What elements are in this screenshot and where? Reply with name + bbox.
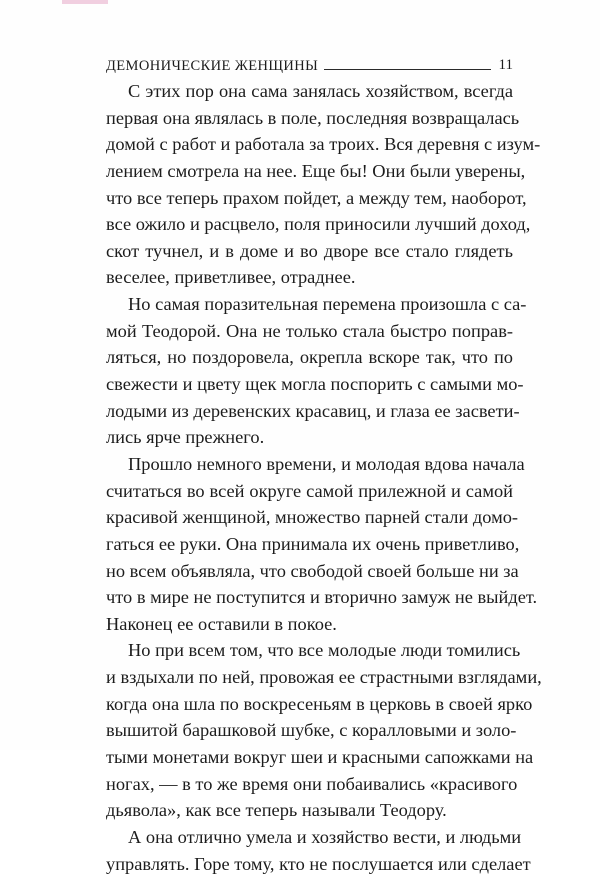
text-line: лодыми из деревенских красавиц, и глаза ее засвети- — [106, 400, 520, 421]
paragraph — [106, 451, 538, 637]
text-line: что все теперь прахом пойдет, а между тем, наоборот, — [106, 187, 527, 208]
text-line: С этих пор она сама занялась хозяйством, всегда — [128, 81, 513, 101]
paragraph — [106, 291, 527, 451]
text-line: А она отлично умела и хозяйство вести, и людьми — [128, 826, 522, 847]
text-line: и вздыхали по ней, провожая ее страстными взглядами, — [106, 667, 542, 688]
text-line: веселее, приветливее, отраднее. — [106, 267, 356, 288]
text-line: домой с работ и работала за троих. Вся деревня с изум- — [106, 134, 541, 155]
body-text — [106, 78, 542, 877]
text-line: Наконец ее оставили в покое. — [106, 613, 337, 634]
text-line: первая она являлась в поле, последняя возвращалась — [106, 107, 520, 128]
running-head-rule — [324, 69, 490, 70]
running-head — [106, 51, 513, 73]
text-line: тыми монетами вокруг шеи и красными сапожками на — [106, 747, 534, 768]
paragraph — [106, 78, 541, 291]
text-line: скот тучнел, и в доме и во дворе все стало глядеть — [106, 240, 513, 261]
text-line: гаться ее руки. Она принимала их очень приветливо, — [106, 533, 520, 554]
text-line: дьявола», как все теперь называли Теодору. — [106, 800, 447, 821]
text-line: Прошло немного времени, и молодая вдова начала — [128, 453, 525, 474]
text-line: красивой женщиной, множество парней стали домо- — [106, 507, 519, 528]
running-head-title: ДЕМОНИЧЕСКИЕ ЖЕНЩИНЫ — [106, 57, 319, 74]
text-line: когда она шла по воскресеньям в церковь в своей ярко — [106, 693, 533, 714]
page-number: 11 — [498, 57, 513, 73]
paragraph — [106, 637, 542, 823]
text-line: что в мире не поступится и вторично замуж не выйдет. — [106, 587, 538, 608]
text-line: лением смотрела на нее. Еще бы! Они были уверены, — [106, 160, 526, 181]
paragraph — [106, 824, 531, 877]
text-line: считаться во всей округе самой прилежной и самой — [106, 480, 513, 501]
text-line: все ожило и расцвело, поля приносили лучший доход, — [106, 214, 531, 235]
text-line: но всем объявляла, что свободой своей больше ни за — [106, 560, 519, 581]
text-line: вышитой барашковой шубке, с коралловыми и золо- — [106, 720, 517, 741]
text-line: лись ярче прежнего. — [106, 427, 265, 448]
text-line: Но при всем том, что все молодые люди томились — [128, 640, 521, 661]
text-line: ляться, но поздоровела, окрепла вскоре так, что по — [106, 347, 513, 368]
text-line: управлять. Горе тому, кто не послушается или сделает — [106, 853, 531, 874]
text-line: Но самая поразительная перемена произошла с са- — [128, 294, 527, 315]
text-line: свежести и цвету щек могла поспорить с самыми мо- — [106, 374, 524, 395]
text-line: мой Теодорой. Она не только стала быстро поправ- — [106, 320, 513, 341]
corner-color-mark — [62, 0, 108, 4]
text-line: ногах, — в то же время они побаивались «красивого — [106, 773, 518, 794]
